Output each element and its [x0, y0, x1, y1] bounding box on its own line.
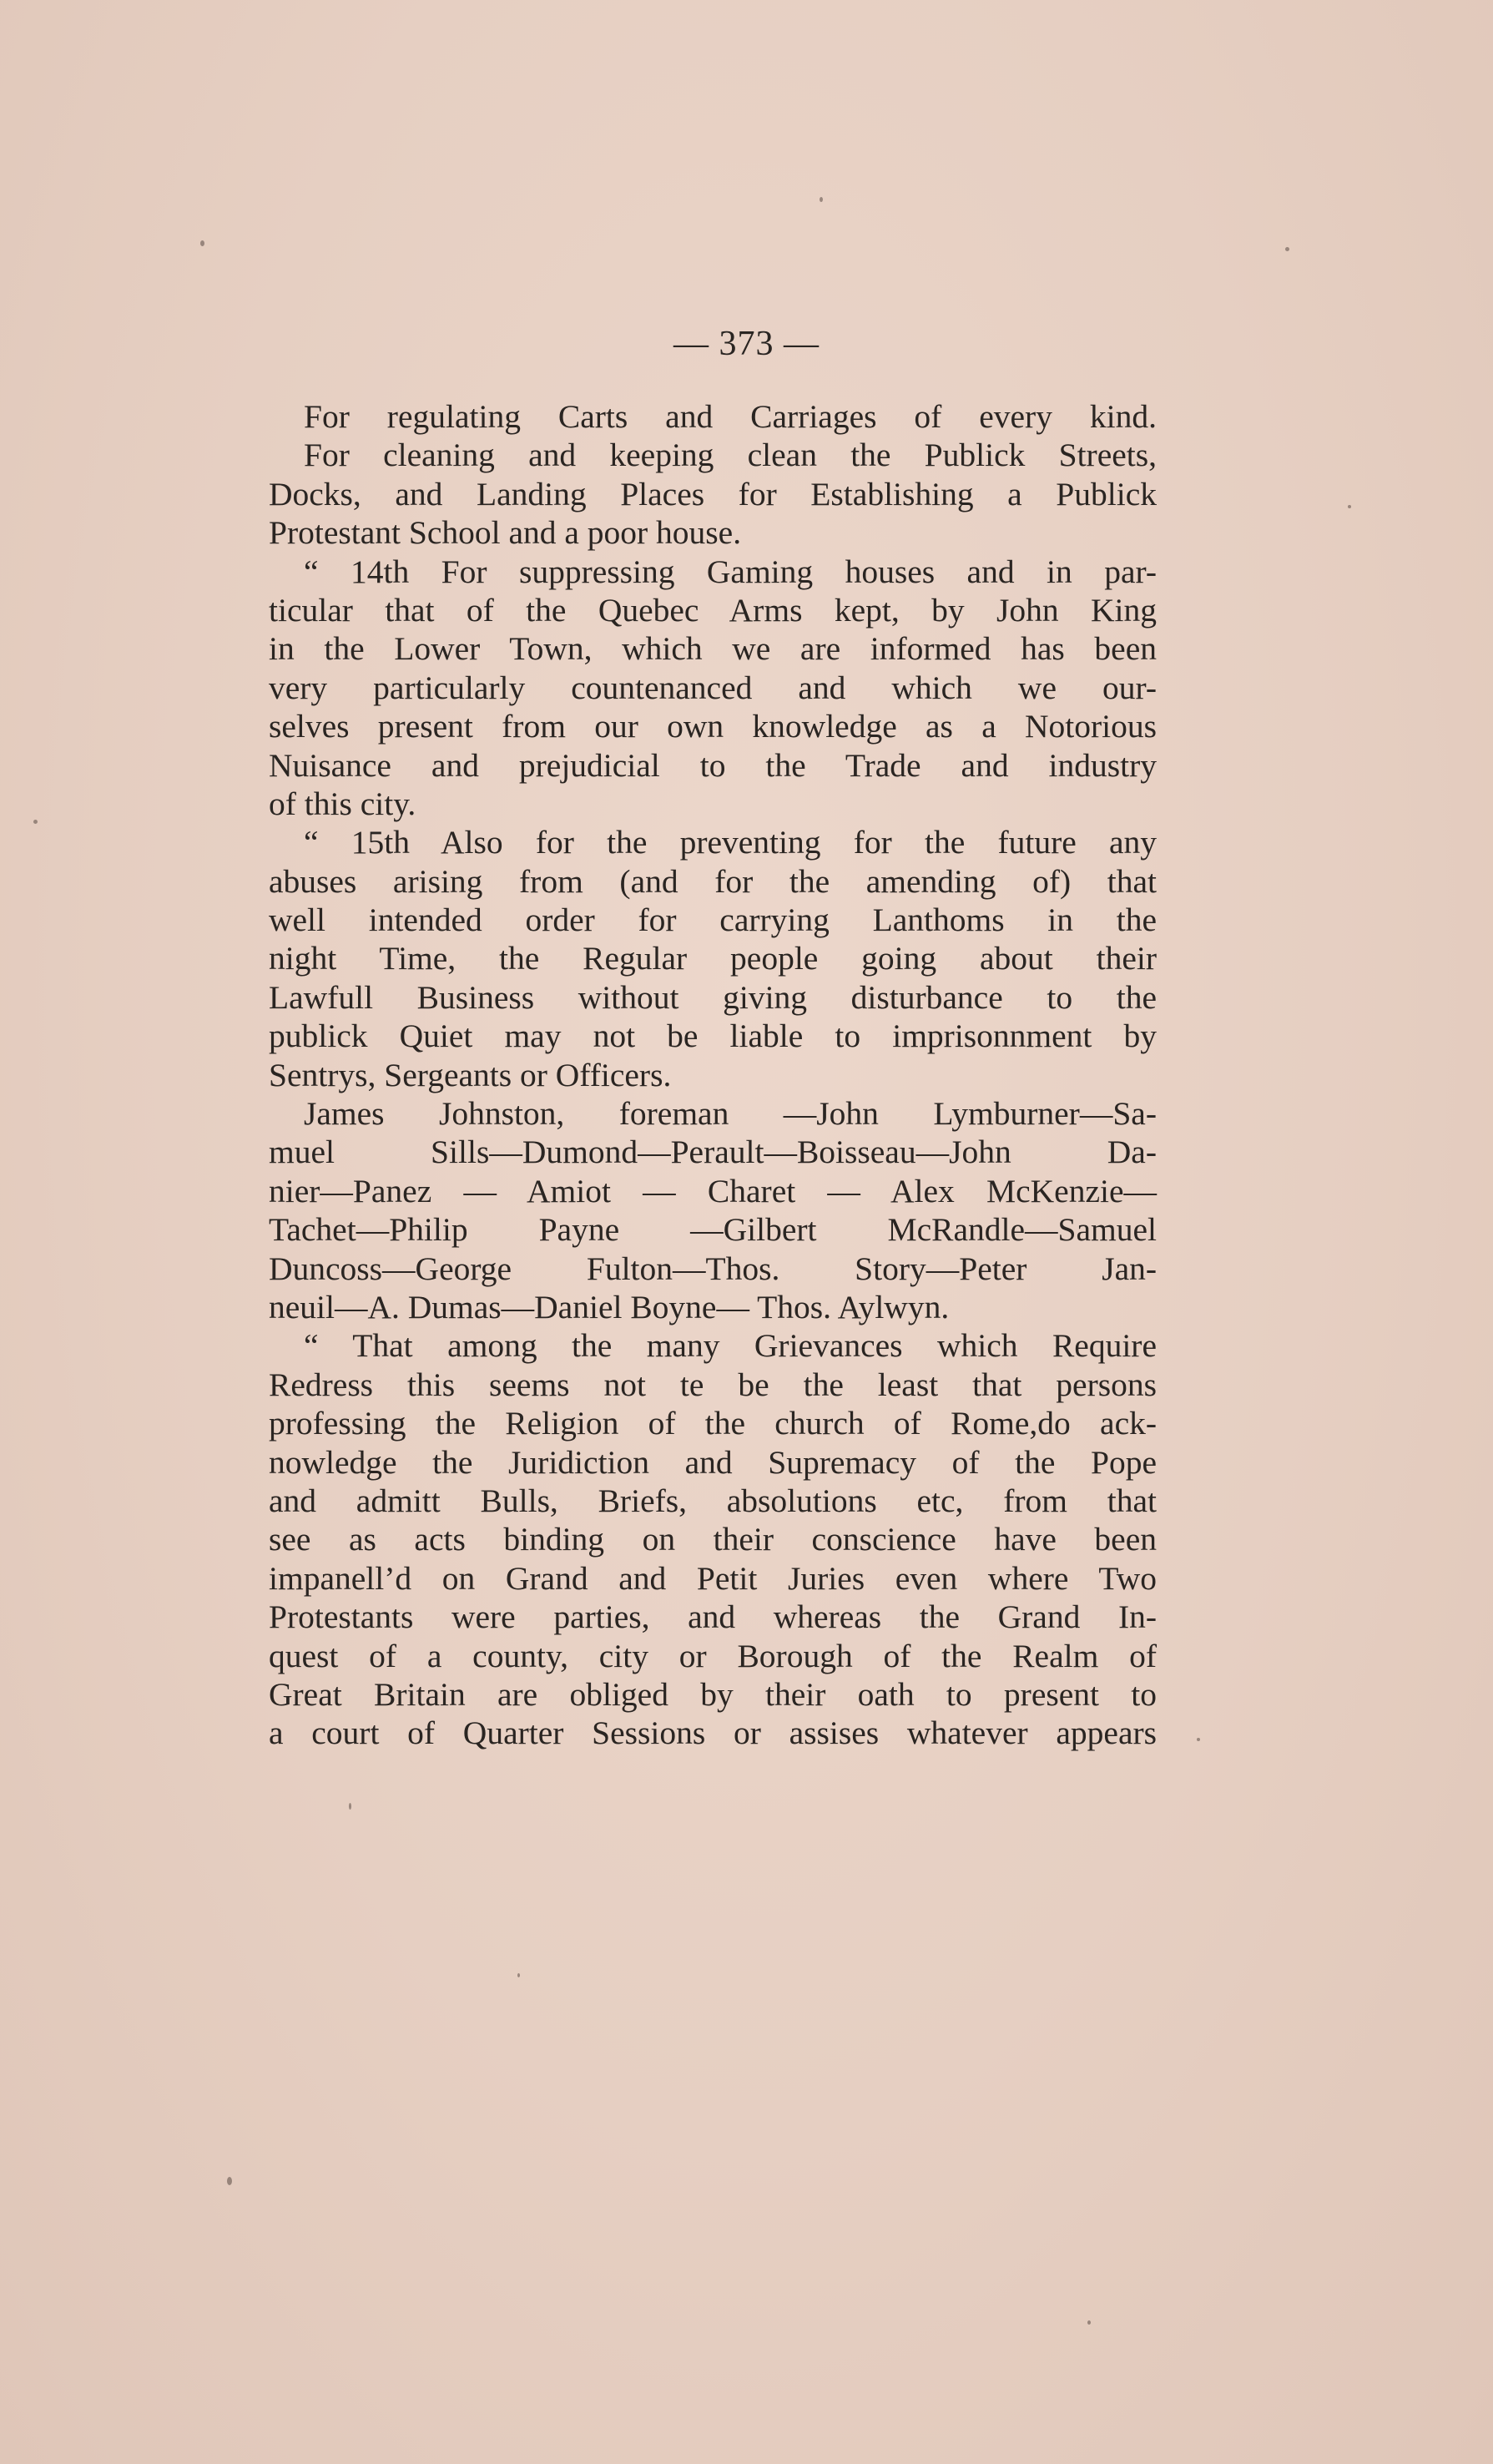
text-line: Nuisance and prejudicial to the Trade and industry: [269, 746, 1157, 784]
text-line: For cleaning and keeping clean the Publick Streets,: [304, 437, 1157, 474]
text-line: “ 15th Also for the preventing for the future any: [304, 824, 1157, 861]
text-line: Lawfull Business without giving disturbance to the: [269, 978, 1157, 1016]
text-line: professing the Religion of the church of Rome,do ack-: [269, 1405, 1157, 1442]
paper-speck: [33, 820, 38, 824]
text-line: publick Quiet may not be liable to imprisonnment by: [269, 1017, 1157, 1055]
text-line: well intended order for carrying Lanthoms in the: [269, 901, 1157, 939]
paper-speck: [227, 2177, 232, 2185]
text-line: Docks, and Landing Places for Establishing a Publick: [269, 475, 1157, 512]
text-line: neuil—A. Dumas—Daniel Boyne— Thos. Aylwyn.: [269, 1288, 950, 1325]
text-line: “ That among the many Grievances which Require: [304, 1327, 1157, 1365]
text-line: Great Britain are obliged by their oath to present to: [269, 1675, 1157, 1713]
paper-speck: [1087, 2320, 1091, 2325]
text-line: Tachet—Philip Payne —Gilbert McRandle—Samuel: [269, 1211, 1157, 1249]
text-line: a court of Quarter Sessions or assises whatever appears: [269, 1714, 1157, 1752]
text-line: and admitt Bulls, Briefs, absolutions etc, from that: [269, 1482, 1157, 1519]
page-number: — 373 —: [673, 325, 820, 363]
text-line: nowledge the Juridiction and Supremacy of the Pope: [269, 1443, 1157, 1481]
paper-speck: [517, 1973, 520, 1977]
text-line: Sentrys, Sergeants or Officers.: [269, 1056, 672, 1093]
body-text: [269, 397, 1157, 1753]
text-line: muel Sills—Dumond—Perault—Boisseau—John Da-: [269, 1134, 1157, 1171]
text-line: very particularly countenanced and which we our-: [269, 669, 1157, 706]
text-line: ticular that of the Quebec Arms kept, by John King: [269, 591, 1157, 629]
paper-speck: [349, 1803, 351, 1810]
text-line: in the Lower Town, which we are informed has been: [269, 630, 1157, 668]
text-line: impanell’d on Grand and Petit Juries even where Two: [269, 1559, 1157, 1597]
text-line: Protestant School and a poor house.: [269, 514, 742, 552]
text-line: Protestants were parties, and whereas the Grand In-: [269, 1598, 1157, 1636]
paper-speck: [1197, 1738, 1200, 1741]
paper-speck: [1348, 505, 1351, 508]
text-line: abuses arising from (and for the amending of) that: [269, 862, 1157, 900]
text-line: selves present from our own knowledge as a Notorious: [269, 708, 1157, 745]
text-line: James Johnston, foreman —John Lymburner—Sa-: [304, 1095, 1157, 1133]
text-line: see as acts binding on their conscience have been: [269, 1521, 1157, 1558]
text-line: “ 14th For suppressing Gaming houses and in par-: [304, 553, 1157, 590]
text-line: nier—Panez — Amiot — Charet — Alex McKenzie—: [269, 1172, 1157, 1209]
text-line: For regulating Carts and Carriages of every kind.: [304, 398, 1157, 435]
text-line: night Time, the Regular people going about their: [269, 940, 1157, 977]
text-line: quest of a county, city or Borough of the Realm of: [269, 1637, 1157, 1674]
text-line: of this city.: [269, 785, 416, 822]
text-line: Duncoss—George Fulton—Thos. Story—Peter Jan-: [269, 1250, 1157, 1287]
paper-speck: [200, 240, 204, 246]
paper-speck: [1285, 247, 1289, 251]
paper-speck: [820, 197, 823, 202]
text-line: Redress this seems not te be the least that persons: [269, 1366, 1157, 1403]
